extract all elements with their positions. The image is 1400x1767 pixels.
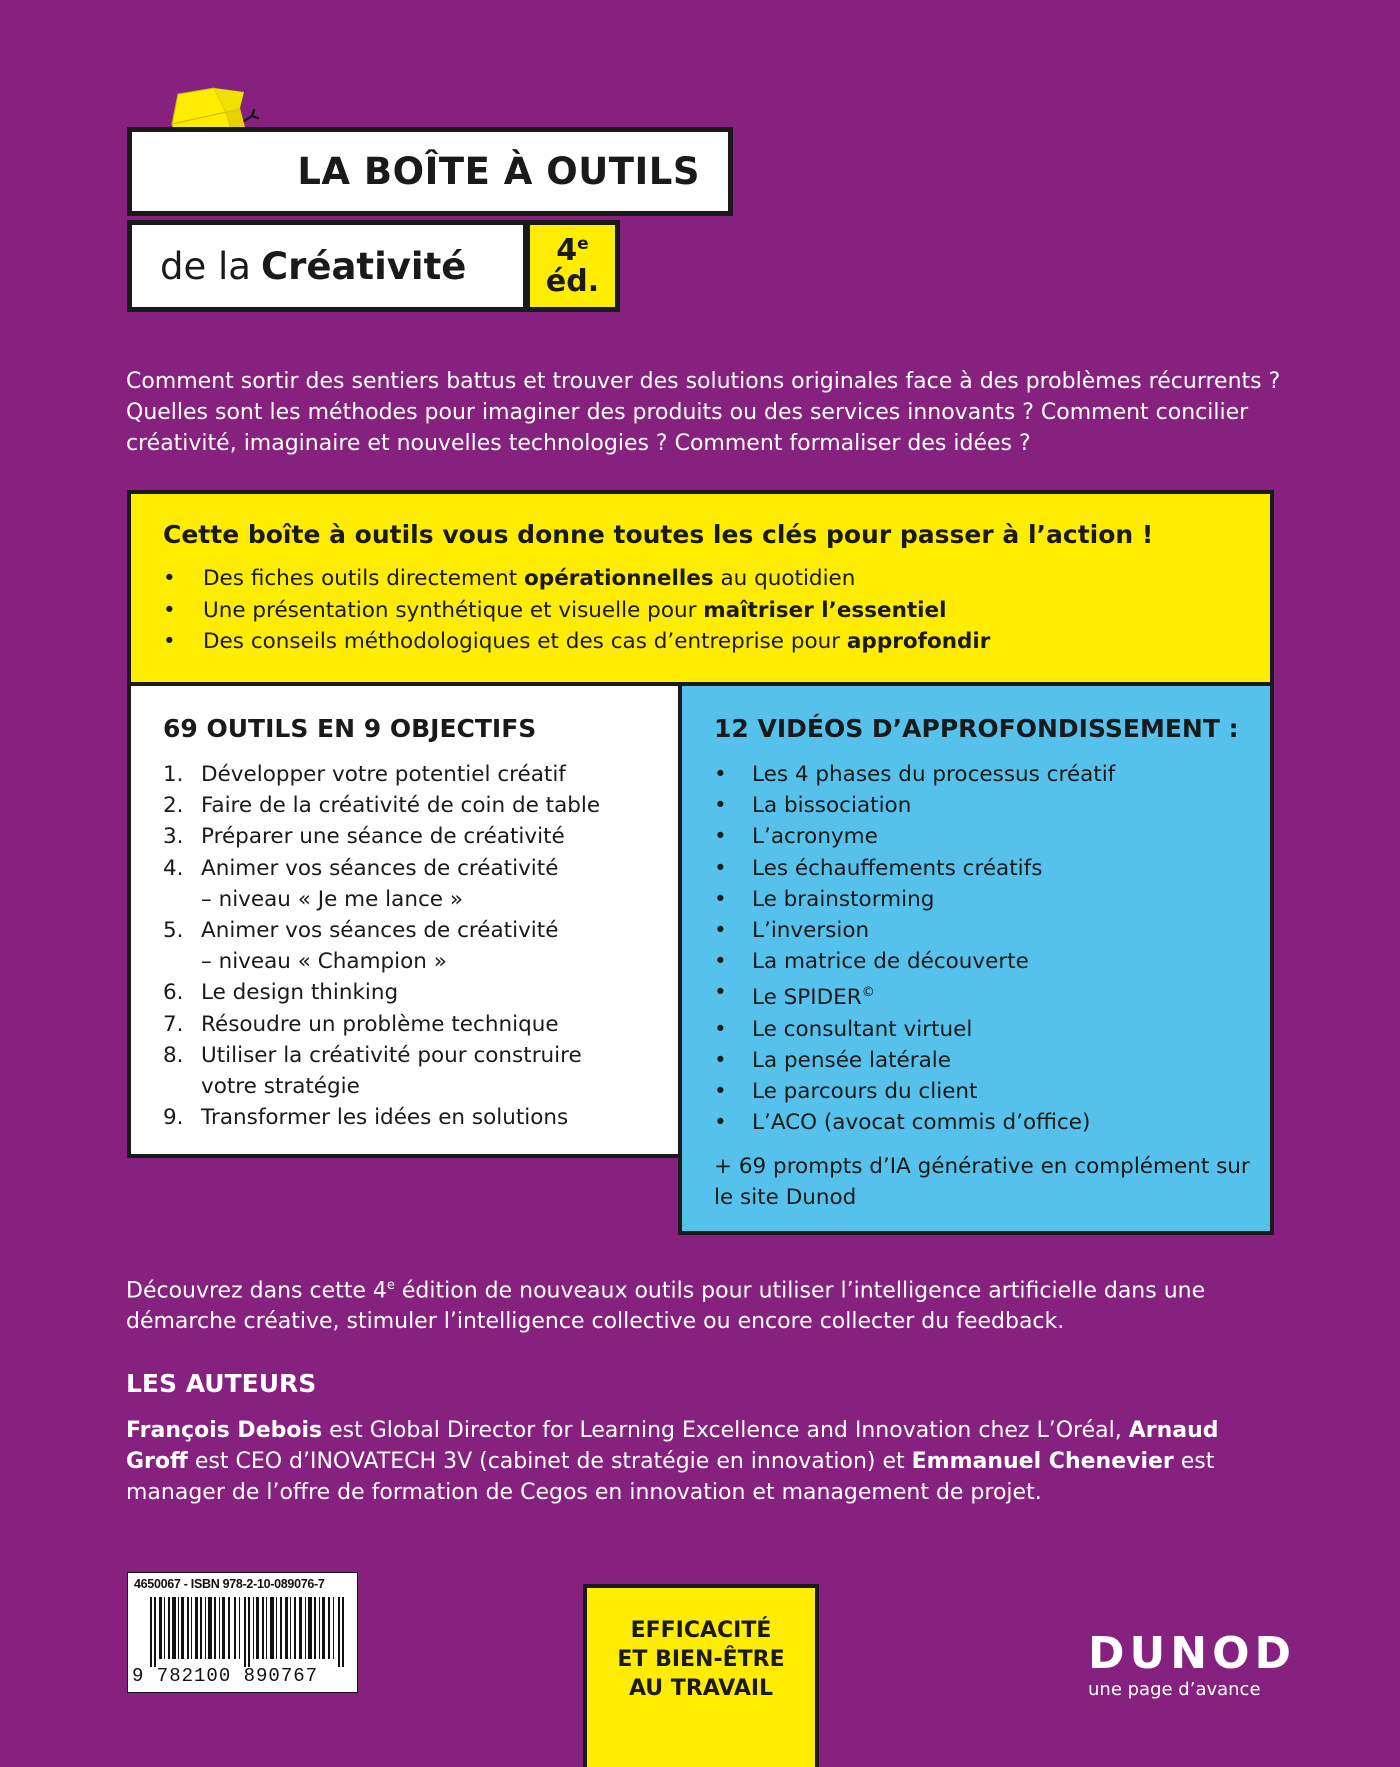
collection-line: AU TRAVAIL: [628, 1676, 774, 1701]
collection-line: EFFICACITÉ: [630, 1618, 772, 1643]
subtitle-bold: Créativité: [260, 244, 467, 288]
tool-objective: 3. Préparer une séance de créativité: [163, 824, 565, 850]
publisher-tagline: une page d’avance: [1088, 1679, 1261, 1700]
book-subtitle: [127, 220, 528, 312]
barcode-bars: [150, 1597, 346, 1667]
publisher-logo: [1088, 1628, 1297, 1700]
collection-badge: [583, 1584, 819, 1767]
tool-objective: 6. Le design thinking: [163, 980, 399, 1006]
keys-box: [127, 490, 1274, 686]
keys-list: [163, 563, 1270, 658]
author-name: Emmanuel Chenevier: [911, 1449, 1174, 1474]
tools-box: [127, 682, 682, 1158]
tools-list: [163, 759, 678, 1133]
video-item: • La matrice de découverte: [714, 946, 1270, 977]
video-item: • Les 4 phases du processus créatif: [714, 759, 1270, 790]
isbn-barcode: [127, 1572, 358, 1693]
video-item: • L’inversion: [714, 915, 1270, 946]
isbn-text: 4650067 - ISBN 978-2-10-089076-7: [134, 1577, 325, 1591]
videos-heading: 12 VIDÉOS D’APPROFONDISSEMENT :: [714, 714, 1239, 743]
tool-objective: 8. Utiliser la créativité pour construire votre stratégie: [163, 1042, 582, 1100]
videos-box: [678, 682, 1274, 1235]
authors-heading: LES AUTEURS: [126, 1369, 317, 1398]
subtitle-prefix: de la: [160, 244, 251, 288]
publisher-name: DUNOD: [1088, 1628, 1297, 1679]
keys-heading: Cette boîte à outils vous donne toutes les clés pour passer à l’action !: [163, 520, 1154, 549]
discover-paragraph: Découvrez dans cette 4e édition de nouveaux outils pour utiliser l’intelligence artificielle dans une démarche créative, stimuler l’intelligence collective ou encore collecter du feedback.: [126, 1278, 1206, 1335]
tool-objective: 7. Résoudre un problème technique: [163, 1011, 559, 1037]
authors-paragraph: François Debois est Global Director for Learning Excellence and Innovation chez L’Oréal, Arnaud Groff est CEO d’INOVATECH 3V (cabinet de stratégie en innovation) et Emmanuel Chenevier est manager de l’offre de formation de Cegos en innovation et management de projet.: [126, 1418, 1219, 1505]
ean-number: 9 782100 890767: [132, 1665, 319, 1687]
copyright-sup: ©: [861, 985, 875, 1001]
video-item: • L’acronyme: [714, 821, 1270, 852]
collection-line: ET BIEN-ÊTRE: [617, 1647, 785, 1672]
book-title: LA BOÎTE À OUTILS: [127, 127, 733, 216]
video-item: • L’ACO (avocat commis d’office): [714, 1107, 1270, 1138]
tools-heading: 69 OUTILS EN 9 OBJECTIFS: [163, 714, 537, 743]
intro-paragraph: Comment sortir des sentiers battus et trouver des solutions originales face à des problèmes récurrents ? Quelles sont les méthodes pour imaginer des produits ou des services innovants ? Comment concilier créativité, imaginaire et nouvelles technologies ? Comment formaliser des idées ?: [126, 369, 1281, 456]
video-item: • Le parcours du client: [714, 1076, 1270, 1107]
video-item: • La bissociation: [714, 790, 1270, 821]
video-item: • Le brainstorming: [714, 884, 1270, 915]
edition-sup: e: [577, 233, 589, 254]
video-item: • Le SPIDER©: [714, 977, 1270, 1013]
videos-list: [714, 759, 1270, 1139]
keys-item: • Des fiches outils directement opérationnelles au quotidien: [163, 563, 1270, 595]
edition-badge: [525, 220, 620, 312]
author-name: François Debois: [126, 1418, 323, 1443]
tool-objective: 1. Développer votre potentiel créatif: [163, 762, 566, 787]
edition-suffix: éd.: [545, 264, 600, 299]
tool-objective: 4. Animer vos séances de créativité – niveau « Je me lance »: [163, 855, 559, 912]
tool-objective: 9. Transformer les idées en solutions: [163, 1105, 569, 1131]
prompts-note: + 69 prompts d’IA générative en complément sur le site Dunod: [714, 1153, 1250, 1210]
video-item: • Les échauffements créatifs: [714, 853, 1270, 884]
author-name: Arnaud Groff: [126, 1418, 1219, 1474]
video-item: • Le consultant virtuel: [714, 1014, 1270, 1045]
video-item: • La pensée latérale: [714, 1045, 1270, 1076]
tool-objective: 2. Faire de la créativité de coin de table: [163, 793, 601, 819]
tool-objective: 5. Animer vos séances de créativité – niveau « Champion »: [163, 918, 559, 975]
keys-item: • Des conseils méthodologiques et des cas d’entreprise pour approfondir: [163, 626, 1270, 658]
edition-number: 4: [556, 232, 578, 268]
keys-item: • Une présentation synthétique et visuelle pour maîtriser l’essentiel: [163, 595, 1270, 627]
